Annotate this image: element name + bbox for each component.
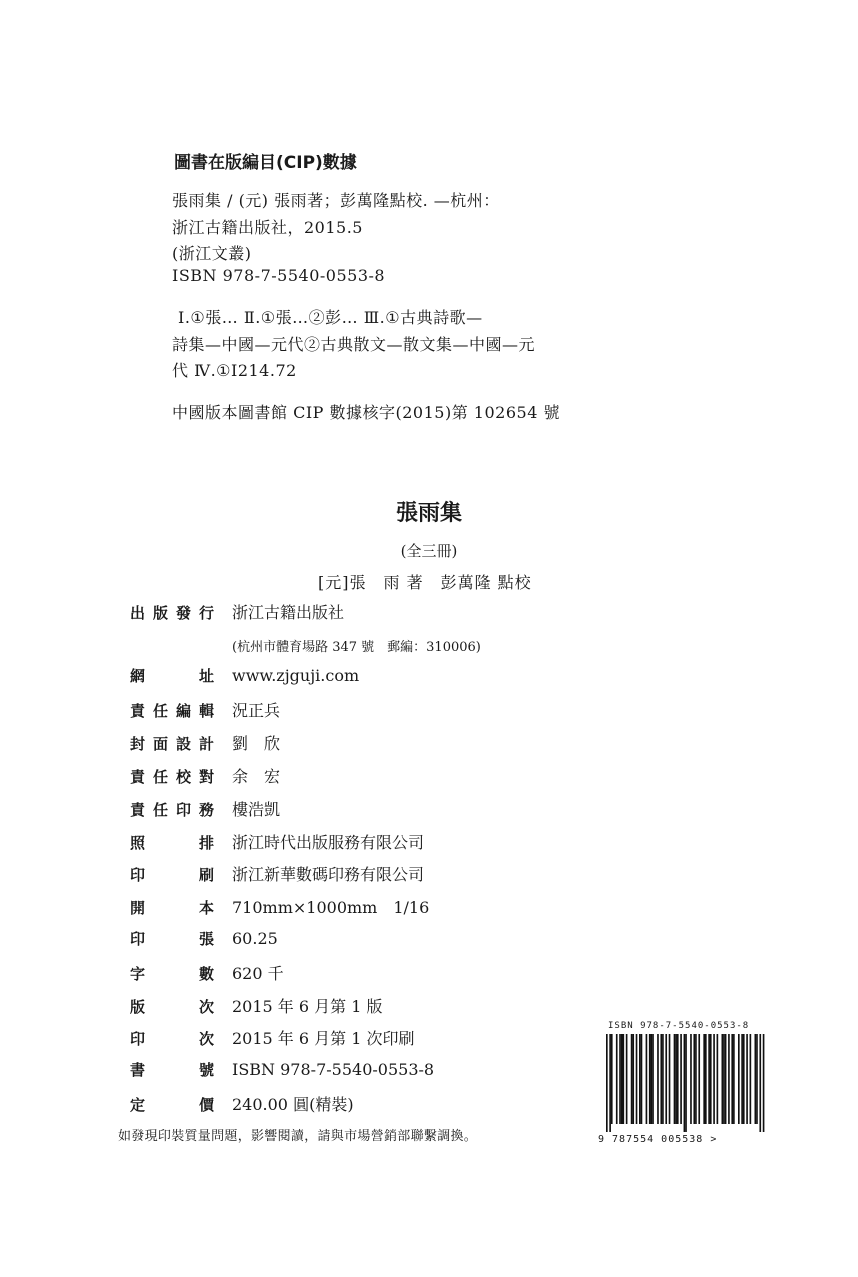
- info-label: 版 次: [130, 998, 214, 1016]
- barcode-bar: [703, 1034, 705, 1124]
- book-authors: [元]張 雨 著 彭萬隆 點校: [318, 573, 532, 592]
- barcode-bar: [606, 1034, 608, 1132]
- barcode-bar: [743, 1034, 745, 1124]
- barcode-bar: [725, 1034, 727, 1124]
- info-label: 印 刷: [130, 866, 214, 884]
- info-label: 責任校對: [130, 768, 214, 786]
- barcode-bar: [619, 1034, 621, 1124]
- info-label: 出版發行: [130, 604, 214, 622]
- info-value: 2015 年 6 月第 1 次印刷: [232, 1029, 415, 1048]
- barcode-bar: [731, 1034, 733, 1124]
- info-label: 印 張: [130, 930, 214, 948]
- barcode-bar: [665, 1034, 667, 1124]
- info-value: 余 宏: [232, 767, 281, 786]
- barcode-bar: [651, 1034, 653, 1124]
- barcode-isbn-text: ISBN 978-7-5540-0553-8: [608, 1021, 750, 1031]
- info-row-print-manager: [130, 797, 280, 827]
- barcode-bar: [636, 1034, 638, 1124]
- info-value: 劉 欣: [232, 734, 281, 753]
- info-value: 浙江時代出版服務有限公司: [232, 833, 425, 852]
- barcode-digits: 9 787554 005538 >: [598, 1134, 718, 1145]
- cip-heading: 圖書在版編目(CIP)數據: [174, 153, 357, 173]
- isbn-barcode: [604, 1034, 772, 1138]
- barcode-bar: [652, 1034, 654, 1124]
- barcode-bar: [698, 1034, 700, 1124]
- info-row-word-count: [130, 961, 284, 991]
- info-row-impression: [130, 1026, 415, 1056]
- barcode-bar: [626, 1034, 628, 1124]
- cip-classification-2: 詩集—中國—元代②古典散文—散文集—中國—元: [172, 335, 536, 354]
- barcode-bar: [738, 1034, 740, 1124]
- barcode-bar: [705, 1034, 707, 1124]
- book-title: 張雨集: [395, 501, 462, 526]
- info-row-printing: [130, 862, 424, 892]
- barcode-bar: [611, 1034, 613, 1124]
- info-row-proofreader: [130, 764, 280, 794]
- info-row-price: [130, 1092, 354, 1122]
- info-row-isbn: [130, 1059, 434, 1089]
- barcode-bar: [660, 1034, 662, 1124]
- barcode-bar: [641, 1034, 643, 1124]
- info-row-sheets: [130, 928, 278, 958]
- info-value: 710mm×1000mm 1/16: [232, 898, 430, 917]
- info-value: 況正兵: [232, 701, 281, 720]
- barcode-bar: [763, 1034, 765, 1132]
- barcode-bar: [623, 1034, 625, 1124]
- info-row-edition: [130, 994, 383, 1024]
- barcode-bar: [708, 1034, 710, 1124]
- info-value: 240.00 圓(精裝): [232, 1095, 354, 1114]
- info-label: 封面設計: [130, 735, 214, 753]
- barcode-bar: [646, 1034, 648, 1124]
- cip-line-3: (浙江文叢): [172, 244, 252, 263]
- barcode-bar: [639, 1034, 641, 1124]
- cip-line-1: 張雨集 / (元) 張雨著；彭萬隆點校. —杭州：: [172, 191, 500, 210]
- info-value: 2015 年 6 月第 1 版: [232, 997, 383, 1016]
- quality-notice: 如發現印裝質量問題，影響閱讀，請與市場營銷部聯繫調換。: [118, 1129, 478, 1144]
- info-row-publisher: [130, 600, 344, 630]
- barcode-bar: [609, 1034, 611, 1132]
- info-value: 60.25: [232, 929, 278, 948]
- barcode-bar: [669, 1034, 671, 1124]
- info-label: 網 址: [130, 667, 214, 685]
- cip-verification: 中國版本圖書館 CIP 數據核字(2015)第 102654 號: [172, 403, 560, 422]
- barcode-bar: [616, 1034, 618, 1124]
- barcode-bar: [713, 1034, 715, 1124]
- barcode-bar: [632, 1034, 634, 1124]
- cip-line-2: 浙江古籍出版社，2015.5: [172, 218, 363, 237]
- barcode-bar: [684, 1034, 686, 1132]
- barcode-bar: [723, 1034, 725, 1124]
- info-value: 樓浩凱: [232, 800, 281, 819]
- info-value: ISBN 978-7-5540-0553-8: [232, 1060, 435, 1079]
- info-label: 書 號: [130, 1061, 214, 1079]
- info-row-cover-design: [130, 731, 280, 761]
- barcode-bar: [710, 1034, 712, 1124]
- info-label: 定 價: [130, 1096, 214, 1114]
- info-label: 責任編輯: [130, 702, 214, 720]
- barcode-bar: [674, 1034, 676, 1124]
- barcode-bar: [690, 1034, 692, 1124]
- cip-classification-1: Ⅰ.①張… Ⅱ.①張…②彭… Ⅲ.①古典詩歌—: [178, 308, 483, 327]
- info-value: 620 千: [232, 964, 284, 983]
- barcode-bar: [657, 1034, 659, 1124]
- info-value: www.zjguji.com: [232, 666, 360, 685]
- barcode-bar: [685, 1034, 687, 1132]
- barcode-bar: [621, 1034, 623, 1124]
- info-value: 浙江古籍出版社: [232, 603, 345, 622]
- info-row-website: [130, 665, 359, 695]
- barcode-bar: [733, 1034, 735, 1124]
- barcode-bar: [717, 1034, 719, 1124]
- info-value: 浙江新華數碼印務有限公司: [232, 865, 425, 884]
- barcode-bar: [759, 1034, 761, 1132]
- cip-line-4: ISBN 978-7-5540-0553-8: [172, 266, 386, 285]
- barcode-bar: [680, 1034, 682, 1124]
- barcode-bar: [662, 1034, 664, 1124]
- book-volumes: (全三冊): [400, 542, 458, 560]
- barcode-bar: [722, 1034, 724, 1124]
- barcode-bar: [728, 1034, 730, 1124]
- info-label: 字 數: [130, 965, 214, 983]
- info-label: 開 本: [130, 899, 214, 917]
- barcode-graphic: [604, 1034, 772, 1134]
- barcode-bar: [755, 1034, 757, 1124]
- info-row-format: [130, 895, 429, 925]
- barcode-bar: [675, 1034, 677, 1124]
- info-row-typesetting: [130, 830, 424, 860]
- cip-classification-3: 代 Ⅳ.①I214.72: [172, 361, 297, 380]
- barcode-bar: [631, 1034, 633, 1124]
- barcode-bar: [693, 1034, 695, 1124]
- info-label: 印 次: [130, 1030, 214, 1048]
- barcode-bar: [746, 1034, 748, 1124]
- info-label: 照 排: [130, 834, 214, 852]
- barcode-bar: [677, 1034, 679, 1124]
- publisher-address: (杭州市體育場路 347 號 郵編：310006): [232, 640, 481, 655]
- info-label: 責任印務: [130, 801, 214, 819]
- info-row-editor: [130, 698, 280, 728]
- barcode-bar: [741, 1034, 743, 1124]
- barcode-bar: [756, 1034, 758, 1124]
- barcode-bar: [750, 1034, 752, 1124]
- barcode-bar: [695, 1034, 697, 1124]
- barcode-bar: [649, 1034, 651, 1124]
